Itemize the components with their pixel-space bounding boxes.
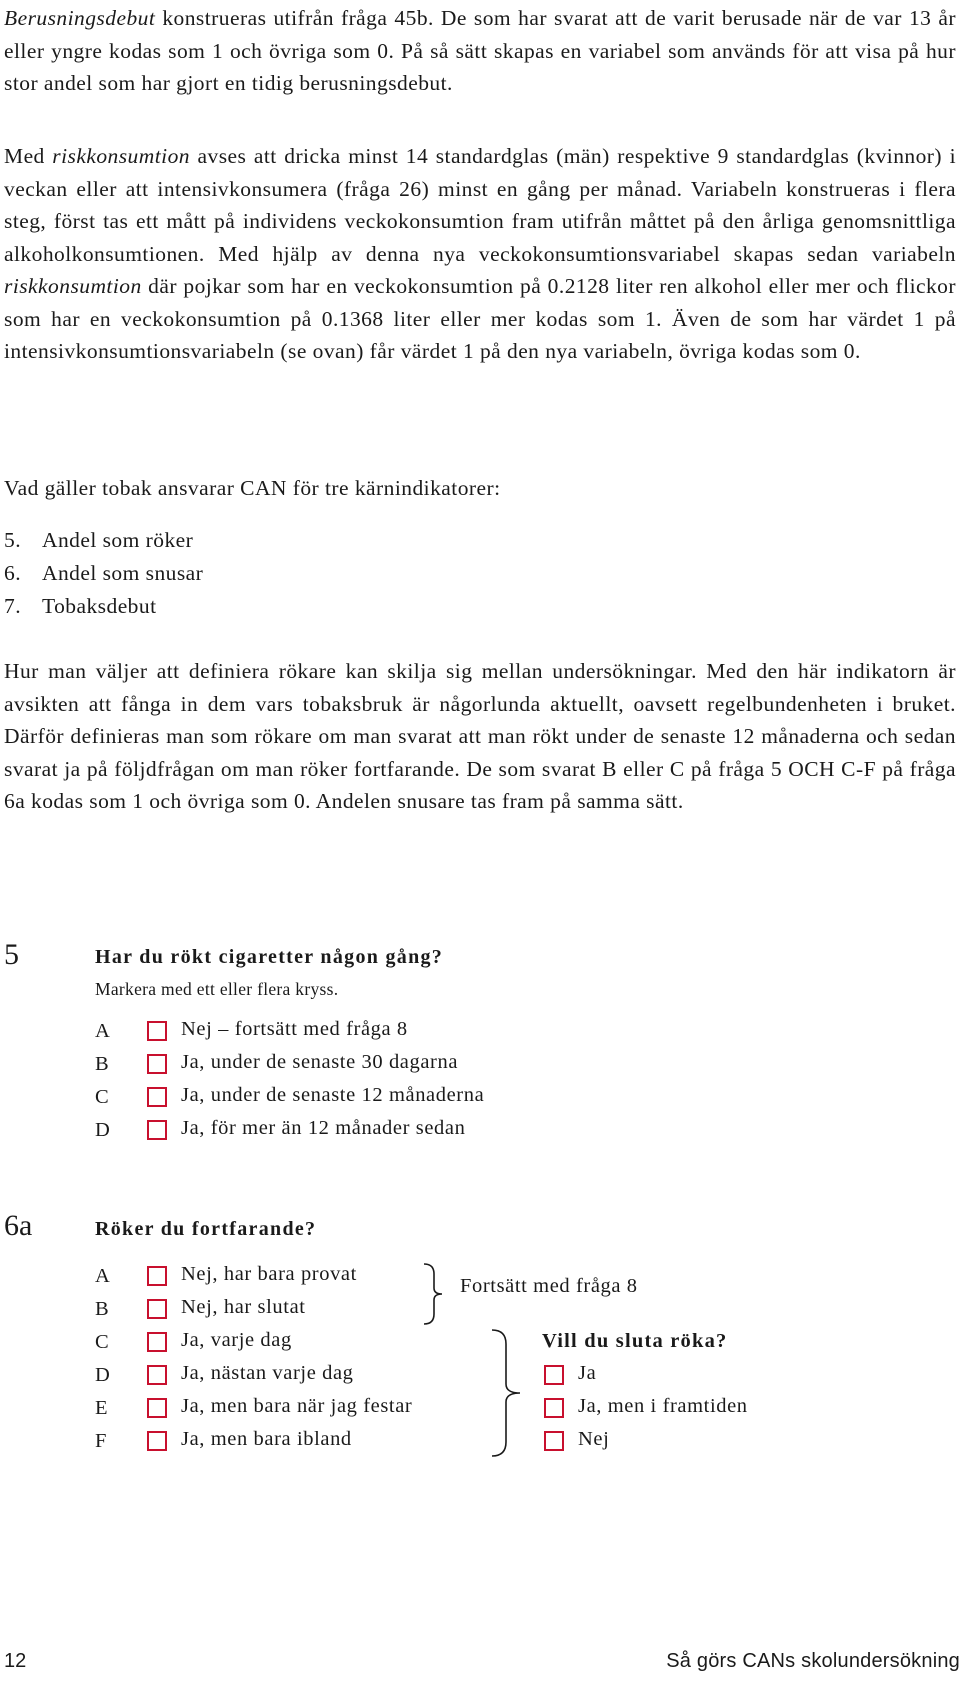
publication-title: Så görs CANs skolundersökning [666, 1650, 960, 1672]
list-item [4, 557, 203, 590]
question-instruction: Markera med ett eller flera kryss. [95, 979, 339, 999]
answer-option [95, 1018, 695, 1048]
option-label: Ja, nästan varje dag [181, 1362, 354, 1384]
list-number: 6. [4, 561, 22, 585]
paragraph-riskkonsumtion [4, 140, 956, 368]
paragraph-tobak-intro: Vad gäller tobak ansvarar CAN för tre kärnindikatorer: [4, 476, 501, 500]
list-label: Tobaksdebut [42, 594, 157, 618]
paragraph-berusningsdebut [4, 2, 956, 100]
checkbox[interactable] [544, 1431, 564, 1451]
page-number: 12 [4, 1650, 27, 1672]
list-label: Andel som snusar [42, 561, 204, 585]
checkbox[interactable] [544, 1365, 564, 1385]
indicator-list [4, 524, 203, 623]
option-label: Ja, under de senaste 30 dagarna [181, 1051, 459, 1073]
option-letter: C [95, 1086, 110, 1108]
option-letter: D [95, 1119, 111, 1141]
checkbox[interactable] [147, 1054, 167, 1074]
answer-option [95, 1395, 515, 1425]
followup-question-title: Vill du sluta röka? [542, 1330, 728, 1352]
checkbox[interactable] [147, 1332, 167, 1352]
brace-icon [422, 1262, 446, 1326]
option-letter: C [95, 1331, 110, 1353]
brace-icon [490, 1328, 524, 1458]
checkbox[interactable] [147, 1431, 167, 1451]
answer-option [95, 1263, 435, 1293]
checkbox[interactable] [147, 1087, 167, 1107]
checkbox[interactable] [147, 1299, 167, 1319]
followup-option [544, 1362, 844, 1392]
list-number: 7. [4, 594, 22, 618]
option-label: Nej, har bara provat [181, 1263, 357, 1285]
skip-instruction: Fortsätt med fråga 8 [460, 1275, 638, 1297]
list-item [4, 590, 203, 623]
followup-option [544, 1428, 844, 1458]
paragraph-text: konstrueras utifrån fråga 45b. De som har svarat att de varit berusade när de var 13 år eller yngre kodas som 1 och övriga som 0. På så sätt skapas en variabel som används för att visa på hur stor andel som har gjort en tidig berusningsdebut. [4, 6, 956, 95]
followup-option [544, 1395, 844, 1425]
question-number: 6a [4, 1209, 33, 1242]
answer-option [95, 1362, 515, 1392]
question-title: Har du rökt cigaretter någon gång? [95, 946, 444, 968]
answer-option [95, 1296, 435, 1326]
question-number: 5 [4, 938, 19, 971]
option-label: Ja, under de senaste 12 månaderna [181, 1084, 485, 1106]
option-letter: B [95, 1298, 110, 1320]
option-label: Ja, varje dag [181, 1329, 292, 1351]
checkbox[interactable] [147, 1266, 167, 1286]
term-berusningsdebut: Berusningsdebut [4, 6, 156, 30]
option-label: Nej – fortsätt med fråga 8 [181, 1018, 408, 1040]
paragraph-lead: Med [4, 144, 53, 168]
list-number: 5. [4, 528, 22, 552]
option-letter: D [95, 1364, 111, 1386]
option-letter: F [95, 1430, 108, 1452]
option-letter: A [95, 1265, 111, 1287]
list-item [4, 524, 203, 557]
paragraph-text: avses att dricka minst 14 standardglas (män) respektive 9 standardglas (kvinnor) i veckan eller att intensivkonsumera (fråga 26) minst en gång per månad. Variabeln konstrueras i flera steg, först tas ett mått på individens veckokonsumtion fram utifrån måttet på den årliga genomsnittliga alkoholkonsumtionen. Med hjälp av denna nya veckokonsumtionsvariabel skapas sedan variabeln [4, 144, 956, 266]
term-riskkonsumtion-2: riskkonsumtion [4, 274, 142, 298]
paragraph-text-2: där pojkar som har en veckokonsumtion på 0.2128 liter ren alkohol eller mer och flickor som har en veckokonsumtion på 0.1368 liter eller mer kodas som 1. Även de som har värdet 1 på intensivkonsumtionsvariabeln (se ovan) får värdet 1 på den nya variabeln, övriga kodas som 0. [4, 274, 956, 363]
option-letter: E [95, 1397, 109, 1419]
checkbox[interactable] [147, 1365, 167, 1385]
question-title: Röker du fortfarande? [95, 1218, 317, 1240]
checkbox[interactable] [147, 1398, 167, 1418]
option-label: Ja, men i framtiden [578, 1395, 748, 1417]
checkbox[interactable] [147, 1120, 167, 1140]
checkbox[interactable] [147, 1021, 167, 1041]
option-label: Nej, har slutat [181, 1296, 306, 1318]
term-riskkonsumtion: riskkonsumtion [52, 144, 190, 168]
answer-option [95, 1051, 695, 1081]
answer-option [95, 1329, 515, 1359]
option-label: Ja, men bara när jag festar [181, 1395, 413, 1417]
checkbox[interactable] [544, 1398, 564, 1418]
option-letter: B [95, 1053, 110, 1075]
answer-option [95, 1428, 515, 1458]
option-label: Nej [578, 1428, 610, 1450]
option-label: Ja, för mer än 12 månader sedan [181, 1117, 466, 1139]
option-letter: A [95, 1020, 111, 1042]
answer-option [95, 1117, 695, 1147]
answer-option [95, 1084, 695, 1114]
paragraph-rokare-definition: Hur man väljer att definiera rökare kan skilja sig mellan undersökningar. Med den här indikatorn är avsikten att fånga in dem vars tobaksbruk är någorlunda aktuellt, oavsett regelbundenheten i bruket. Därför definieras man som rökare om man svarat att man rökt under de senaste 12 månaderna och sedan svarat ja på följdfrågan om man röker fortfarande. De som svarat B eller C på fråga 5 OCH C-F på fråga 6a kodas som 1 och övriga som 0. Andelen snusare tas fram på samma sätt. [4, 659, 956, 813]
option-label: Ja, men bara ibland [181, 1428, 352, 1450]
list-label: Andel som röker [42, 528, 194, 552]
option-label: Ja [578, 1362, 597, 1384]
